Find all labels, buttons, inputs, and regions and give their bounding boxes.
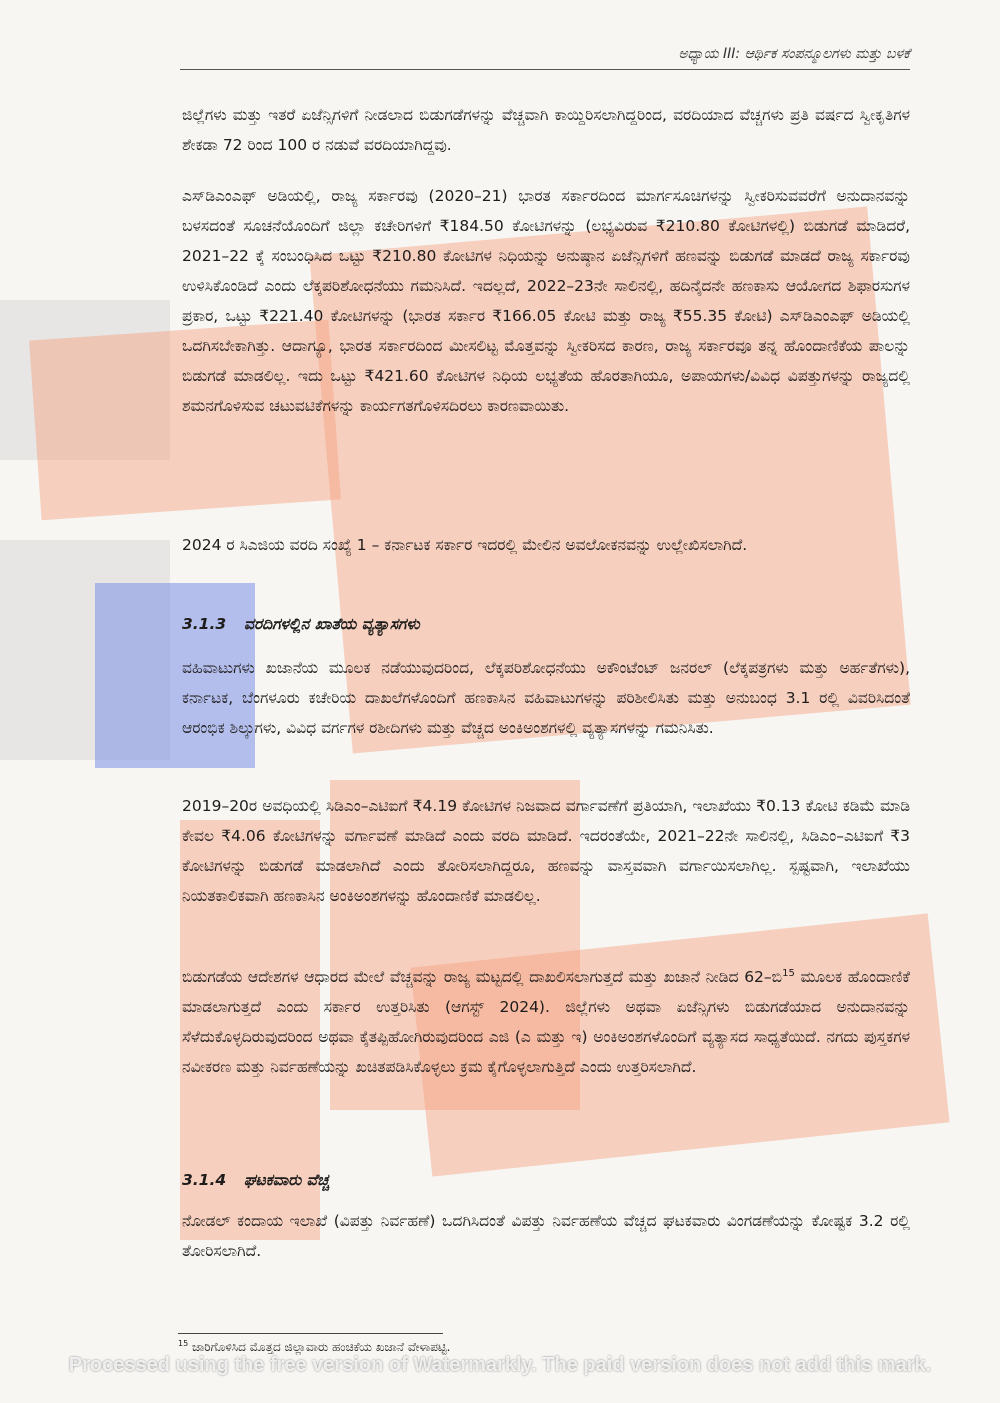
paragraph-sdmf: ಎಸ್‌ಡಿಎಂಎಫ್ ಅಡಿಯಲ್ಲಿ, ರಾಜ್ಯ ಸರ್ಕಾರವು (2020–21) ಭಾರತ ಸರ್ಕಾರದಿಂದ ಮಾರ್ಗಸೂಚಿಗಳನ್ನು ಸ್ವೀಕರಿಸುವವರೆಗೆ ಅನುದಾನವನ್ನು ಬಳಸದಂತೆ ಸೂಚನೆಯೊಂದಿಗೆ ಜಿಲ್ಲಾ ಕಚೇರಿಗಳಿಗೆ ₹184.50 ಕೋಟಿಗಳನ್ನು (ಲಭ್ಯವಿರುವ ₹210.80 ಕೋಟಿಗಳಲ್ಲಿ) ಬಿಡುಗಡೆ ಮಾಡಿದರೆ, 2021–22 ಕ್ಕೆ ಸಂಬಂಧಿಸಿದ ಒಟ್ಟು ₹210.80 ಕೋಟಿಗಳ ನಿಧಿಯನ್ನು ಅನುಷ್ಠಾನ ಏಜೆನ್ಸಿಗಳಿಗೆ ಹಣವನ್ನು ಬಿಡುಗಡೆ ಮಾಡದೆ ರಾಜ್ಯ ಸರ್ಕಾರವು ಉಳಿಸಿಕೊಂಡಿದೆ ಎಂದು ಲೆಕ್ಕಪರಿಶೋಧನೆಯು ಗಮನಿಸಿದೆ. ಇದಲ್ಲದೆ, 2022–23ನೇ ಸಾಲಿನಲ್ಲಿ, ಹದಿನೈದನೇ ಹಣಕಾಸು ಆಯೋಗದ ಶಿಫಾರಸುಗಳ ಪ್ರಕಾರ, ಒಟ್ಟು ₹221.40 ಕೋಟಿಗಳನ್ನು (ಭಾರತ ಸರ್ಕಾರ ₹166.05 ಕೋಟಿ ಮತ್ತು ರಾಜ್ಯ ₹55.35 ಕೋಟಿ) ಎಸ್‌ಡಿಎಂಎಫ್ ಅಡಿಯಲ್ಲಿ ಒದಗಿಸಬೇಕಾಗಿತ್ತು. ಆದಾಗ್ಯೂ, ಭಾರತ ಸರ್ಕಾರದಿಂದ ಮೀಸಲಿಟ್ಟ ಮೊತ್ತವನ್ನು ಸ್ವೀಕರಿಸದ ಕಾರಣ, ರಾಜ್ಯ ಸರ್ಕಾರವೂ ತನ್ನ ಹೊಂದಾಣಿಕೆಯ ಪಾಲನ್ನು ಬಿಡುಗಡೆ ಮಾಡಲಿಲ್ಲ. ಇದು ಒಟ್ಟು ₹421.60 ಕೋಟಿಗಳ ನಿಧಿಯ ಲಭ್ಯತೆಯ ಹೊರತಾಗಿಯೂ, ಅಪಾಯಗಳು/ವಿವಿಧ ವಿಪತ್ತುಗಳನ್ನು ರಾಜ್ಯದಲ್ಲಿ ಶಮನಗೊಳಿಸುವ ಚಟುವಟಿಕೆಗಳನ್ನು ಕಾರ್ಯಗತಗೊಳಿಸದಿರಲು ಕಾರಣವಾಯಿತು. <box>182 187 910 415</box>
reply-text-part1: ಬಿಡುಗಡೆಯ ಆದೇಶಗಳ ಆಧಾರದ ಮೇಲೆ ವೆಚ್ಚವನ್ನು ರಾಜ್ಯ ಮಟ್ಟದಲ್ಲಿ ದಾಖಲಿಸಲಾಗುತ್ತದೆ ಮತ್ತು ಖಜಾನೆ ನೀಡಿದ 62–ಬಿ <box>182 968 783 987</box>
reply-text-part2: ಮೂಲಕ ಹೊಂದಾಣಿಕೆ ಮಾಡಲಾಗುತ್ತದೆ ಎಂದು ಸರ್ಕಾರ ಉತ್ತರಿಸಿತು (ಆಗಸ್ಟ್ 2024). ಜಿಲ್ಲೆಗಳು ಅಥವಾ ಏಜೆನ್ಸಿಗಳು ಬಿಡುಗಡೆಯಾದ ಅನುದಾನವನ್ನು ಸೆಳೆದುಕೊಳ್ಳದಿರುವುದರಿಂದ ಅಥವಾ ಕೈತಪ್ಪಿಹೋಗಿರುವುದರಿಂದ ಎಜಿ (ಎ ಮತ್ತು ಇ) ಅಂಕಿಅಂಶಗಳೊಂದಿಗೆ ವ್ಯತ್ಯಾಸದ ಸಾಧ್ಯತೆಯಿದೆ. ನಗದು ಪುಸ್ತಕಗಳ ನವೀಕರಣ ಮತ್ತು ನಿರ್ವಹಣೆಯನ್ನು ಖಚಿತಪಡಿಸಿಕೊಳ್ಳಲು ಕ್ರಮ ಕೈಗೊಳ್ಳಲಾಗುತ್ತಿದೆ ಎಂದು ಉತ್ತರಿಸಲಾಗಿದೆ. <box>182 968 910 1077</box>
section-number: 3.1.3 <box>182 615 227 633</box>
header-divider <box>180 69 910 70</box>
section-number: 3.1.4 <box>182 1171 227 1189</box>
footnote <box>178 1339 908 1355</box>
running-header: ಅಧ್ಯಾಯ III: ಆರ್ಥಿಕ ಸಂಪನ್ಮೂಲಗಳು ಮತ್ತು ಬಳಕೆ <box>678 46 910 62</box>
footnote-divider <box>178 1333 443 1334</box>
section-heading-3-1-3 <box>182 609 910 639</box>
section-heading-3-1-4 <box>182 1165 910 1195</box>
footnote-marker: 15 <box>178 1339 189 1348</box>
paragraph-intro: ಜಿಲ್ಲೆಗಳು ಮತ್ತು ಇತರೆ ಏಜೆನ್ಸಿಗಳಿಗೆ ನೀಡಲಾದ ಬಿಡುಗಡೆಗಳನ್ನು ವೆಚ್ಚವಾಗಿ ಕಾಯ್ದಿರಿಸಲಾಗಿದ್ದರಿಂದ, ವರದಿಯಾದ ವೆಚ್ಚಗಳು ಪ್ರತಿ ವರ್ಷದ ಸ್ವೀಕೃತಿಗಳ ಶೇಕಡಾ 72 ರಿಂದ 100 ರ ನಡುವೆ ವರದಿಯಾಗಿದ್ದವು. <box>182 106 910 154</box>
paragraph-unit-wise: ನೋಡಲ್ ಕಂದಾಯ ಇಲಾಖೆ (ವಿಪತ್ತು ನಿರ್ವಹಣೆ) ಒದಗಿಸಿದಂತೆ ವಿಪತ್ತು ನಿರ್ವಹಣೆಯ ವೆಚ್ಚದ ಘಟಕವಾರು ವಿಂಗಡಣೆಯನ್ನು ಕೋಷ್ಟಕ 3.2 ರಲ್ಲಿ ತೋರಿಸಲಾಗಿದೆ. <box>182 1212 910 1260</box>
paragraph-cdm-ati: 2019–20ರ ಅವಧಿಯಲ್ಲಿ ಸಿಡಿಎಂ–ಎಟಿಐಗೆ ₹4.19 ಕೋಟಿಗಳ ನಿಜವಾದ ವರ್ಗಾವಣೆಗೆ ಪ್ರತಿಯಾಗಿ, ಇಲಾಖೆಯು ₹0.13 ಕೋಟಿ ಕಡಿಮೆ ಮಾಡಿ ಕೇವಲ ₹4.06 ಕೋಟಿಗಳನ್ನು ವರ್ಗಾವಣೆ ಮಾಡಿದೆ ಎಂದು ವರದಿ ಮಾಡಿದೆ. ಇದರಂತೆಯೇ, 2021–22ನೇ ಸಾಲಿನಲ್ಲಿ, ಸಿಡಿಎಂ–ಎಟಿಐಗೆ ₹3 ಕೋಟಿಗಳನ್ನು ಬಿಡುಗಡೆ ಮಾಡಲಾಗಿದೆ ಎಂದು ತೋರಿಸಲಾಗಿದ್ದರೂ, ಹಣವನ್ನು ವಾಸ್ತವವಾಗಿ ವರ್ಗಾಯಿಸಲಾಗಿಲ್ಲ. ಸ್ಪಷ್ಟವಾಗಿ, ಇಲಾಖೆಯು ನಿಯತಕಾಲಿಕವಾಗಿ ಹಣಕಾಸಿನ ಅಂಕಿಅಂಶಗಳನ್ನು ಹೊಂದಾಣಿಕೆ ಮಾಡಲಿಲ್ಲ. <box>182 797 910 905</box>
footnote-reference[interactable]: 15 <box>782 968 795 979</box>
watermark-text: Processed using the free version of Watermarkly. The paid version does not add this mark. <box>68 1354 932 1376</box>
paragraph-transactions: ವಹಿವಾಟುಗಳು ಖಜಾನೆಯ ಮೂಲಕ ನಡೆಯುವುದರಿಂದ, ಲೆಕ್ಕಪರಿಶೋಧನೆಯು ಅಕೌಂಟೆಂಟ್ ಜನರಲ್ (ಲೆಕ್ಕಪತ್ರಗಳು ಮತ್ತು ಅರ್ಹತೆಗಳು), ಕರ್ನಾಟಕ, ಬೆಂಗಳೂರು ಕಚೇರಿಯ ದಾಖಲೆಗಳೊಂದಿಗೆ ಹಣಕಾಸಿನ ವಹಿವಾಟುಗಳನ್ನು ಪರಿಶೀಲಿಸಿತು ಮತ್ತು ಅನುಬಂಧ 3.1 ರಲ್ಲಿ ವಿವರಿಸಿದಂತೆ ಆರಂಭಿಕ ಶಿಲ್ಕುಗಳು, ವಿವಿಧ ವರ್ಗಗಳ ರಶೀದಿಗಳು ಮತ್ತು ವೆಚ್ಚದ ಅಂಕಿಅಂಶಗಳಲ್ಲಿ ವ್ಯತ್ಯಾಸಗಳನ್ನು ಗಮನಿಸಿತು. <box>182 659 910 737</box>
section-title: ವರದಿಗಳಲ್ಲಿನ ಖಾತೆಯ ವ್ಯತ್ಯಾಸಗಳು <box>244 615 420 633</box>
footnote-text: ಜಾರಿಗೊಳಿಸಿದ ಮೊತ್ತದ ಜಿಲ್ಲಾವಾರು ಹಂಚಿಕೆಯ ಖಜಾನೆ ವೇಳಾಪಟ್ಟಿ. <box>188 1340 451 1354</box>
paragraph-government-reply <box>182 959 910 1082</box>
paragraph-cag-report: 2024 ರ ಸಿಎಜಿಯ ವರದಿ ಸಂಖ್ಯೆ 1 – ಕರ್ನಾಟಕ ಸರ್ಕಾರ ಇದರಲ್ಲಿ ಮೇಲಿನ ಅವಲೋಕನವನ್ನು ಉಲ್ಲೇಖಿಸಲಾಗಿದೆ. <box>182 536 748 554</box>
section-title: ಘಟಕವಾರು ವೆಚ್ಚ <box>244 1171 330 1189</box>
